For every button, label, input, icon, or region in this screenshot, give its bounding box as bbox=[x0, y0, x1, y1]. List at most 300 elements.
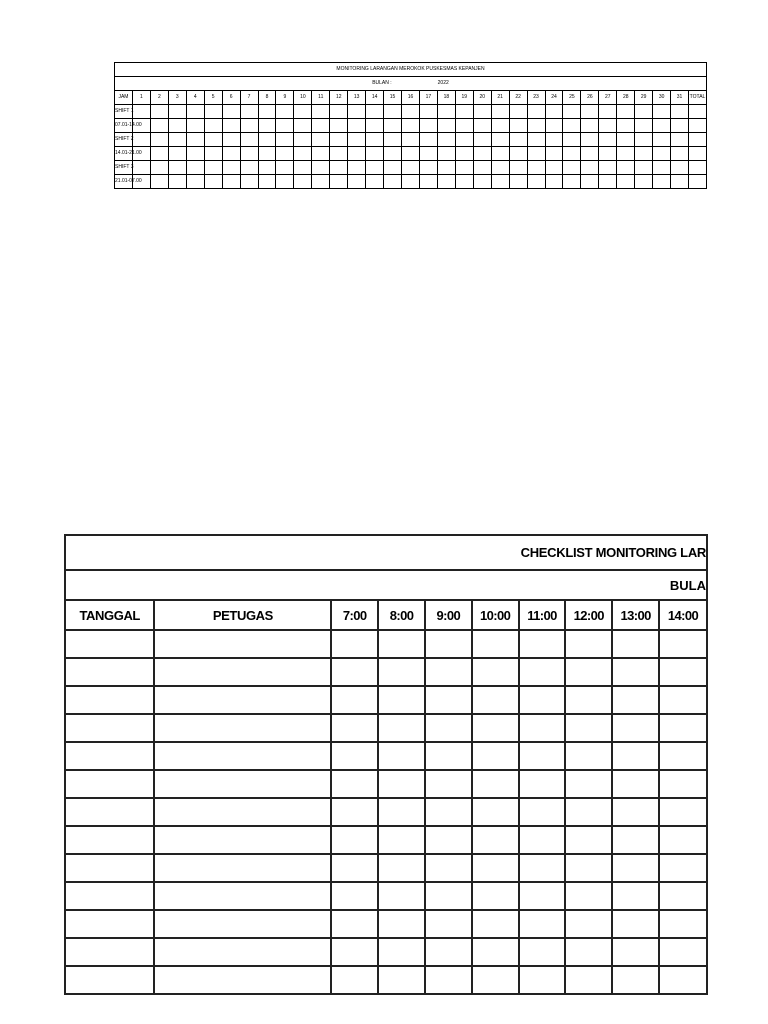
monitoring-cell bbox=[366, 161, 384, 175]
shift-label: SHIFT 1 bbox=[115, 105, 133, 119]
monitoring-cell bbox=[581, 119, 599, 133]
monitoring-shift-row bbox=[115, 105, 707, 119]
checklist-cell bbox=[519, 966, 566, 994]
monitoring-cell bbox=[419, 105, 437, 119]
monitoring-cell bbox=[581, 147, 599, 161]
checklist-cell bbox=[331, 882, 378, 910]
checklist-cell bbox=[612, 714, 659, 742]
checklist-cell bbox=[378, 938, 425, 966]
checklist-cell bbox=[659, 938, 707, 966]
monitoring-cell bbox=[258, 105, 276, 119]
monitoring-cell bbox=[294, 119, 312, 133]
day-header: 23 bbox=[527, 91, 545, 105]
monitoring-cell bbox=[473, 161, 491, 175]
checklist-header-row bbox=[65, 600, 707, 630]
monitoring-cell bbox=[348, 147, 366, 161]
checklist-cell bbox=[378, 882, 425, 910]
monitoring-cell bbox=[599, 161, 617, 175]
day-header: 5 bbox=[204, 91, 222, 105]
checklist-cell bbox=[565, 630, 612, 658]
day-header: 14 bbox=[366, 91, 384, 105]
monitoring-cell bbox=[294, 133, 312, 147]
monitoring-cell bbox=[348, 161, 366, 175]
monitoring-cell bbox=[581, 133, 599, 147]
monitoring-title-row bbox=[115, 63, 707, 77]
checklist-cell bbox=[425, 938, 472, 966]
monitoring-shift-row bbox=[115, 147, 707, 161]
checklist-cell bbox=[425, 798, 472, 826]
checklist-cell bbox=[378, 686, 425, 714]
shift-label: SHIFT 3 bbox=[115, 161, 133, 175]
monitoring-cell bbox=[168, 133, 186, 147]
monitoring-cell bbox=[204, 119, 222, 133]
checklist-cell bbox=[425, 966, 472, 994]
monitoring-cell bbox=[491, 119, 509, 133]
monitoring-cell bbox=[222, 119, 240, 133]
monitoring-cell bbox=[312, 147, 330, 161]
monitoring-cell bbox=[402, 119, 420, 133]
checklist-row bbox=[65, 826, 707, 854]
checklist-cell bbox=[612, 742, 659, 770]
monitoring-cell bbox=[186, 161, 204, 175]
checklist-cell bbox=[659, 742, 707, 770]
checklist-cell bbox=[472, 742, 519, 770]
monitoring-bulan-row bbox=[115, 77, 707, 91]
monitoring-cell bbox=[689, 105, 707, 119]
checklist-cell bbox=[154, 826, 331, 854]
checklist-cell bbox=[519, 714, 566, 742]
monitoring-cell bbox=[402, 161, 420, 175]
monitoring-cell bbox=[527, 175, 545, 189]
monitoring-cell bbox=[348, 105, 366, 119]
monitoring-cell bbox=[366, 133, 384, 147]
monitoring-cell bbox=[545, 133, 563, 147]
monitoring-cell bbox=[509, 161, 527, 175]
checklist-table-viewport bbox=[64, 534, 706, 1024]
monitoring-cell bbox=[204, 147, 222, 161]
monitoring-cell bbox=[222, 147, 240, 161]
checklist-cell bbox=[565, 714, 612, 742]
checklist-cell bbox=[331, 910, 378, 938]
monitoring-cell bbox=[527, 119, 545, 133]
monitoring-cell bbox=[276, 175, 294, 189]
monitoring-cell bbox=[186, 147, 204, 161]
monitoring-cell bbox=[168, 175, 186, 189]
checklist-cell bbox=[154, 658, 331, 686]
monitoring-cell bbox=[635, 133, 653, 147]
monitoring-cell bbox=[599, 175, 617, 189]
monitoring-cell bbox=[312, 105, 330, 119]
monitoring-cell bbox=[384, 147, 402, 161]
monitoring-cell bbox=[671, 119, 689, 133]
checklist-cell bbox=[378, 630, 425, 658]
checklist-cell bbox=[378, 854, 425, 882]
checklist-cell bbox=[565, 938, 612, 966]
monitoring-cell bbox=[366, 119, 384, 133]
checklist-cell bbox=[565, 826, 612, 854]
monitoring-cell bbox=[455, 133, 473, 147]
monitoring-cell bbox=[204, 175, 222, 189]
monitoring-cell bbox=[617, 133, 635, 147]
checklist-cell bbox=[519, 938, 566, 966]
day-header: 29 bbox=[635, 91, 653, 105]
checklist-cell bbox=[472, 938, 519, 966]
checklist-cell bbox=[154, 798, 331, 826]
checklist-cell bbox=[565, 854, 612, 882]
checklist-cell bbox=[331, 630, 378, 658]
checklist-cell bbox=[659, 798, 707, 826]
monitoring-cell bbox=[294, 175, 312, 189]
monitoring-cell bbox=[402, 105, 420, 119]
checklist-cell bbox=[65, 630, 154, 658]
day-header: 15 bbox=[384, 91, 402, 105]
time-header: 12:00 bbox=[565, 600, 612, 630]
monitoring-cell bbox=[653, 105, 671, 119]
monitoring-cell bbox=[617, 119, 635, 133]
checklist-cell bbox=[331, 742, 378, 770]
monitoring-cell bbox=[437, 133, 455, 147]
checklist-cell bbox=[659, 910, 707, 938]
monitoring-cell bbox=[491, 133, 509, 147]
checklist-cell bbox=[331, 826, 378, 854]
checklist-cell bbox=[154, 882, 331, 910]
checklist-cell bbox=[659, 826, 707, 854]
checklist-cell bbox=[519, 658, 566, 686]
checklist-cell bbox=[331, 938, 378, 966]
day-header: 11 bbox=[312, 91, 330, 105]
monitoring-cell bbox=[186, 175, 204, 189]
monitoring-cell bbox=[384, 175, 402, 189]
monitoring-cell bbox=[563, 147, 581, 161]
checklist-cell bbox=[612, 686, 659, 714]
monitoring-cell bbox=[366, 105, 384, 119]
monitoring-cell bbox=[186, 119, 204, 133]
day-header: 19 bbox=[455, 91, 473, 105]
checklist-row bbox=[65, 714, 707, 742]
day-header: 1 bbox=[132, 91, 150, 105]
monitoring-shift-row bbox=[115, 161, 707, 175]
total-header: TOTAL bbox=[689, 91, 707, 105]
checklist-cell bbox=[425, 742, 472, 770]
checklist-cell bbox=[472, 798, 519, 826]
monitoring-shift-row bbox=[115, 133, 707, 147]
checklist-cell bbox=[425, 826, 472, 854]
checklist-cell bbox=[331, 658, 378, 686]
monitoring-cell bbox=[240, 175, 258, 189]
checklist-cell bbox=[154, 742, 331, 770]
checklist-cell bbox=[519, 742, 566, 770]
monitoring-cell bbox=[186, 105, 204, 119]
monitoring-cell bbox=[635, 119, 653, 133]
monitoring-cell bbox=[473, 105, 491, 119]
day-header: 17 bbox=[419, 91, 437, 105]
monitoring-title: MONITORING LARANGAN MEROKOK PUSKESMAS KEPANJEN bbox=[115, 63, 707, 77]
shift-label: 14.01-21.00 bbox=[115, 147, 133, 161]
day-header: 7 bbox=[240, 91, 258, 105]
day-header: 30 bbox=[653, 91, 671, 105]
monitoring-cell bbox=[240, 161, 258, 175]
checklist-cell bbox=[378, 770, 425, 798]
monitoring-cell bbox=[671, 105, 689, 119]
checklist-cell bbox=[659, 714, 707, 742]
checklist-cell bbox=[65, 658, 154, 686]
monitoring-cell bbox=[473, 175, 491, 189]
monitoring-cell bbox=[491, 105, 509, 119]
checklist-cell bbox=[378, 742, 425, 770]
checklist-cell bbox=[612, 798, 659, 826]
monitoring-cell bbox=[581, 161, 599, 175]
monitoring-cell bbox=[581, 105, 599, 119]
time-header: 11:00 bbox=[519, 600, 566, 630]
monitoring-cell bbox=[150, 133, 168, 147]
monitoring-cell bbox=[150, 119, 168, 133]
monitoring-cell bbox=[635, 147, 653, 161]
monitoring-cell bbox=[581, 175, 599, 189]
time-header: 14:00 bbox=[659, 600, 707, 630]
time-header: 9:00 bbox=[425, 600, 472, 630]
monitoring-cell bbox=[653, 161, 671, 175]
monitoring-cell bbox=[330, 175, 348, 189]
checklist-cell bbox=[65, 742, 154, 770]
monitoring-cell bbox=[671, 175, 689, 189]
monitoring-cell bbox=[419, 161, 437, 175]
checklist-cell bbox=[154, 714, 331, 742]
monitoring-cell bbox=[312, 161, 330, 175]
checklist-cell bbox=[519, 686, 566, 714]
tanggal-header: TANGGAL bbox=[65, 600, 154, 630]
checklist-cell bbox=[565, 882, 612, 910]
monitoring-cell bbox=[545, 147, 563, 161]
checklist-cell bbox=[659, 966, 707, 994]
checklist-cell bbox=[519, 770, 566, 798]
monitoring-cell bbox=[599, 133, 617, 147]
monitoring-cell bbox=[150, 147, 168, 161]
checklist-cell bbox=[331, 854, 378, 882]
checklist-cell bbox=[472, 714, 519, 742]
monitoring-cell bbox=[545, 105, 563, 119]
monitoring-cell bbox=[635, 105, 653, 119]
monitoring-cell bbox=[384, 119, 402, 133]
monitoring-cell bbox=[689, 161, 707, 175]
monitoring-cell bbox=[509, 175, 527, 189]
monitoring-cell bbox=[437, 147, 455, 161]
monitoring-cell bbox=[455, 119, 473, 133]
checklist-cell bbox=[565, 770, 612, 798]
monitoring-cell bbox=[168, 161, 186, 175]
checklist-cell bbox=[659, 630, 707, 658]
checklist-title-row bbox=[65, 535, 707, 570]
monitoring-cell bbox=[204, 161, 222, 175]
checklist-cell bbox=[659, 770, 707, 798]
checklist-cell bbox=[331, 686, 378, 714]
monitoring-cell bbox=[258, 133, 276, 147]
monitoring-cell bbox=[653, 119, 671, 133]
monitoring-cell bbox=[509, 147, 527, 161]
checklist-cell bbox=[425, 714, 472, 742]
checklist-cell bbox=[65, 798, 154, 826]
monitoring-cell bbox=[509, 119, 527, 133]
bulan-label: BULAN : bbox=[372, 80, 392, 86]
monitoring-cell bbox=[563, 133, 581, 147]
monitoring-cell bbox=[599, 119, 617, 133]
day-header: 4 bbox=[186, 91, 204, 105]
monitoring-cell bbox=[455, 105, 473, 119]
monitoring-cell bbox=[294, 161, 312, 175]
checklist-cell bbox=[65, 966, 154, 994]
petugas-header: PETUGAS bbox=[154, 600, 331, 630]
checklist-cell bbox=[565, 686, 612, 714]
monitoring-cell bbox=[348, 175, 366, 189]
checklist-cell bbox=[65, 854, 154, 882]
monitoring-cell bbox=[437, 161, 455, 175]
day-header: 16 bbox=[402, 91, 420, 105]
monitoring-cell bbox=[545, 119, 563, 133]
monitoring-cell bbox=[527, 133, 545, 147]
monitoring-cell bbox=[635, 175, 653, 189]
checklist-cell bbox=[565, 966, 612, 994]
monitoring-cell bbox=[563, 161, 581, 175]
monitoring-cell bbox=[330, 119, 348, 133]
day-header: 24 bbox=[545, 91, 563, 105]
checklist-cell bbox=[612, 882, 659, 910]
checklist-cell bbox=[378, 910, 425, 938]
checklist-table bbox=[64, 534, 708, 995]
monitoring-cell bbox=[168, 119, 186, 133]
monitoring-cell bbox=[276, 119, 294, 133]
checklist-cell bbox=[612, 770, 659, 798]
checklist-cell bbox=[425, 770, 472, 798]
checklist-cell bbox=[565, 658, 612, 686]
monitoring-cell bbox=[240, 147, 258, 161]
checklist-cell bbox=[425, 658, 472, 686]
monitoring-cell bbox=[491, 175, 509, 189]
checklist-cell bbox=[472, 686, 519, 714]
checklist-cell bbox=[659, 658, 707, 686]
time-header: 7:00 bbox=[331, 600, 378, 630]
monitoring-cell bbox=[653, 147, 671, 161]
checklist-cell bbox=[154, 938, 331, 966]
checklist-cell bbox=[472, 854, 519, 882]
day-header: 13 bbox=[348, 91, 366, 105]
checklist-cell bbox=[612, 630, 659, 658]
monitoring-cell bbox=[563, 119, 581, 133]
monitoring-cell bbox=[276, 161, 294, 175]
monitoring-cell bbox=[132, 161, 150, 175]
monitoring-cell bbox=[258, 119, 276, 133]
monitoring-cell bbox=[312, 175, 330, 189]
monitoring-cell bbox=[689, 175, 707, 189]
monitoring-table bbox=[114, 62, 707, 189]
checklist-cell bbox=[425, 630, 472, 658]
monitoring-cell bbox=[312, 119, 330, 133]
checklist-cell bbox=[378, 826, 425, 854]
monitoring-shift-row bbox=[115, 119, 707, 133]
monitoring-cell bbox=[437, 119, 455, 133]
monitoring-cell bbox=[473, 119, 491, 133]
checklist-cell bbox=[472, 770, 519, 798]
monitoring-cell bbox=[455, 161, 473, 175]
monitoring-cell bbox=[491, 161, 509, 175]
monitoring-cell bbox=[222, 175, 240, 189]
monitoring-cell bbox=[222, 105, 240, 119]
monitoring-cell bbox=[617, 175, 635, 189]
day-header: 26 bbox=[581, 91, 599, 105]
monitoring-cell bbox=[635, 161, 653, 175]
checklist-cell bbox=[519, 826, 566, 854]
checklist-cell bbox=[659, 854, 707, 882]
checklist-cell bbox=[612, 938, 659, 966]
monitoring-cell bbox=[240, 119, 258, 133]
monitoring-cell bbox=[509, 105, 527, 119]
checklist-cell bbox=[65, 938, 154, 966]
checklist-cell bbox=[612, 658, 659, 686]
time-header: 13:00 bbox=[612, 600, 659, 630]
checklist-cell bbox=[472, 882, 519, 910]
day-header: 9 bbox=[276, 91, 294, 105]
checklist-row bbox=[65, 854, 707, 882]
checklist-row bbox=[65, 770, 707, 798]
monitoring-cell bbox=[384, 133, 402, 147]
monitoring-cell bbox=[330, 133, 348, 147]
monitoring-cell bbox=[132, 105, 150, 119]
monitoring-cell bbox=[545, 161, 563, 175]
checklist-cell bbox=[378, 658, 425, 686]
time-header: 10:00 bbox=[472, 600, 519, 630]
monitoring-cell bbox=[491, 147, 509, 161]
day-header: 18 bbox=[437, 91, 455, 105]
day-header: 22 bbox=[509, 91, 527, 105]
checklist-cell bbox=[519, 882, 566, 910]
checklist-cell bbox=[331, 714, 378, 742]
checklist-cell bbox=[154, 854, 331, 882]
monitoring-cell bbox=[276, 133, 294, 147]
monitoring-cell bbox=[419, 175, 437, 189]
checklist-cell bbox=[565, 798, 612, 826]
checklist-cell bbox=[659, 686, 707, 714]
monitoring-cell bbox=[455, 147, 473, 161]
checklist-cell bbox=[378, 714, 425, 742]
monitoring-cell bbox=[348, 119, 366, 133]
monitoring-cell bbox=[617, 161, 635, 175]
monitoring-cell bbox=[653, 133, 671, 147]
monitoring-header-row bbox=[115, 91, 707, 105]
monitoring-cell bbox=[168, 105, 186, 119]
monitoring-cell bbox=[473, 133, 491, 147]
monitoring-cell bbox=[545, 175, 563, 189]
monitoring-cell bbox=[240, 133, 258, 147]
monitoring-cell bbox=[689, 133, 707, 147]
monitoring-cell bbox=[419, 119, 437, 133]
monitoring-cell bbox=[437, 175, 455, 189]
checklist-cell bbox=[519, 630, 566, 658]
monitoring-cell bbox=[671, 147, 689, 161]
checklist-row bbox=[65, 882, 707, 910]
checklist-cell bbox=[519, 798, 566, 826]
checklist-cell bbox=[65, 826, 154, 854]
checklist-cell bbox=[472, 910, 519, 938]
checklist-cell bbox=[425, 686, 472, 714]
checklist-cell bbox=[65, 882, 154, 910]
checklist-row bbox=[65, 910, 707, 938]
checklist-cell bbox=[154, 630, 331, 658]
monitoring-cell bbox=[168, 147, 186, 161]
day-header: 12 bbox=[330, 91, 348, 105]
monitoring-cell bbox=[402, 147, 420, 161]
monitoring-cell bbox=[312, 133, 330, 147]
monitoring-cell bbox=[617, 147, 635, 161]
checklist-cell bbox=[519, 910, 566, 938]
monitoring-cell bbox=[150, 175, 168, 189]
